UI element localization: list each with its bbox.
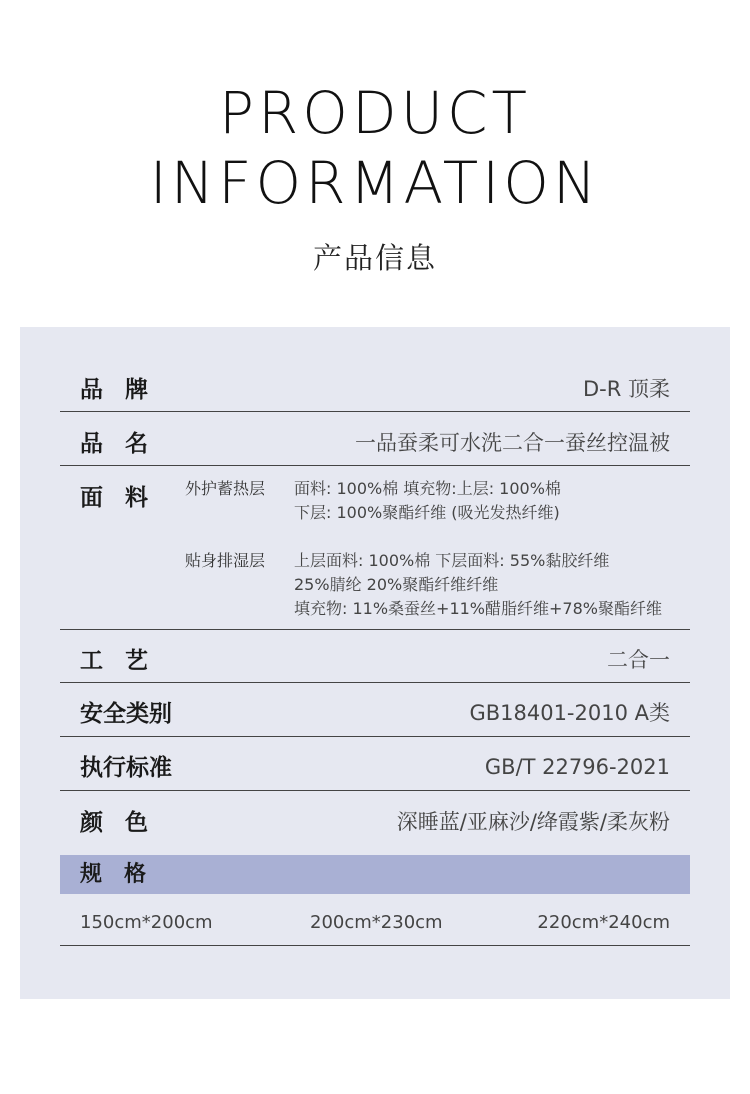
inner-layer-line-1: 上层面料: 100%棉 下层面料: 55%黏胶纤维	[294, 551, 610, 570]
divider	[60, 465, 690, 466]
color-value: 深睡蓝/亚麻沙/绛霞紫/柔灰粉	[396, 810, 670, 834]
name-value: 一品蚕柔可水洗二合一蚕丝控温被	[355, 431, 670, 455]
name-label: 品名	[80, 431, 170, 457]
material-label: 面料	[80, 485, 170, 511]
divider	[60, 790, 690, 791]
safety-value: GB18401-2010 A类	[469, 701, 670, 725]
divider	[60, 629, 690, 630]
outer-layer-line-1: 面料: 100%棉 填充物:上层: 100%棉	[294, 479, 561, 498]
inner-layer-label: 贴身排湿层	[185, 551, 266, 570]
title-line-1: PRODUCT	[219, 79, 531, 147]
brand-value: D-R 顶柔	[582, 377, 670, 401]
size-3: 220cm*240cm	[537, 912, 670, 933]
spec-label: 规格	[80, 862, 169, 887]
standard-value: GB/T 22796-2021	[484, 755, 670, 779]
page-subtitle: 产品信息	[312, 241, 437, 275]
craft-label: 工艺	[80, 648, 170, 674]
standard-label: 执行标准	[80, 755, 172, 781]
outer-layer-label: 外护蓄热层	[185, 479, 266, 498]
divider	[60, 736, 690, 737]
inner-layer-line-2: 25%腈纶 20%聚酯纤维纤维	[294, 575, 499, 594]
title-line-2: INFORMATION	[149, 149, 601, 217]
size-1: 150cm*200cm	[80, 912, 213, 933]
divider	[60, 682, 690, 683]
spec-header-bar	[60, 855, 690, 894]
info-panel	[20, 327, 730, 999]
craft-value: 二合一	[607, 648, 670, 672]
divider	[60, 411, 690, 412]
safety-label: 安全类别	[80, 701, 172, 727]
size-2: 200cm*230cm	[310, 912, 443, 933]
divider	[60, 945, 690, 946]
color-label: 颜色	[80, 810, 170, 836]
brand-label: 品牌	[80, 377, 170, 403]
outer-layer-line-2: 下层: 100%聚酯纤维 (吸光发热纤维)	[294, 503, 560, 522]
inner-layer-line-3: 填充物: 11%桑蚕丝+11%醋脂纤维+78%聚酯纤维	[294, 599, 662, 618]
